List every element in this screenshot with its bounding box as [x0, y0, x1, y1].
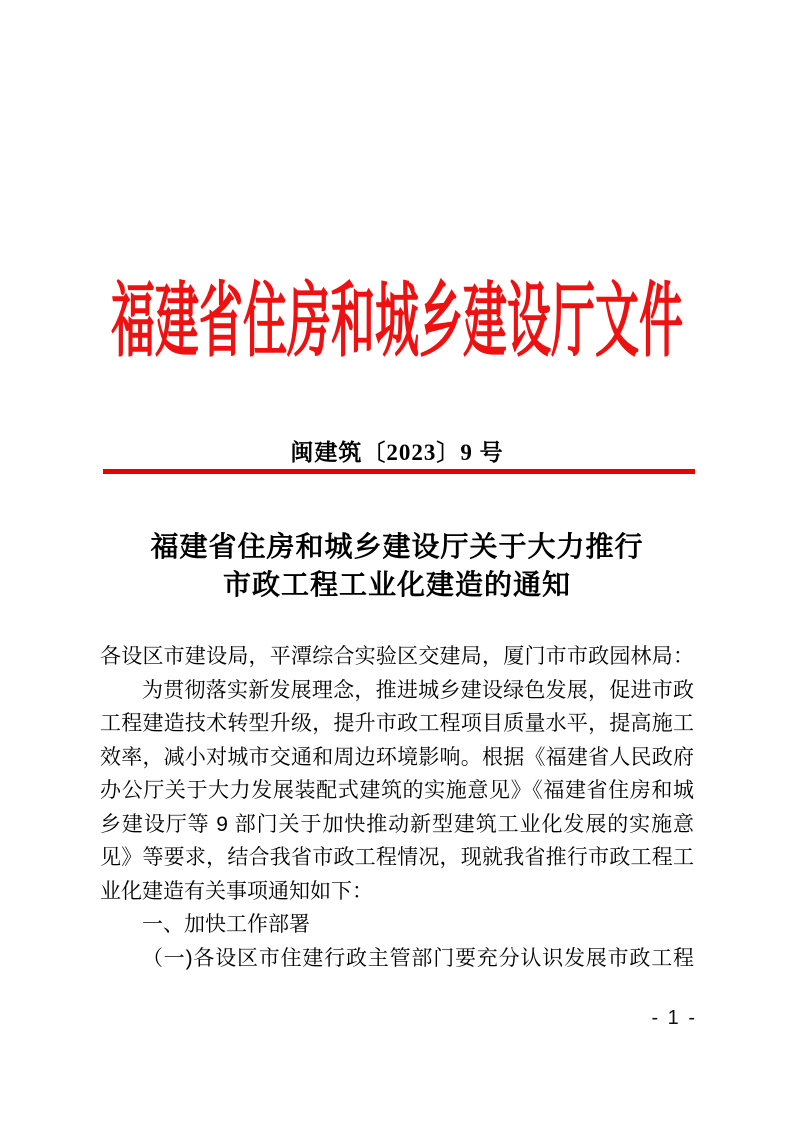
page-number: - 1 -	[651, 1007, 697, 1029]
body-line: 工程建造技术转型升级，提升市政工程项目质量水平，提高施工	[100, 712, 694, 735]
body-line: 为贯彻落实新发展理念，推进城乡建设绿色发展，促进市政	[142, 678, 694, 702]
body-line: 效率，减小对城市交通和周边环境影响。根据《福建省人民政府	[100, 745, 694, 769]
body-line: 见》等要求，结合我省市政工程情况，现就我省推行市政工程工	[100, 846, 694, 869]
letterhead-title: 福建省住房和城乡建设厅文件	[111, 276, 683, 368]
letterhead	[0, 276, 794, 368]
notice-title-line-1: 福建省住房和城乡建设厅关于大力推行	[150, 531, 644, 562]
notice-title-line-2: 市政工程工业化建造的通知	[222, 568, 571, 600]
body-line: 乡建设厅等 9 部门关于加快推动新型建筑工业化发展的实施意	[100, 812, 694, 836]
body-text	[100, 640, 694, 975]
notice-title	[0, 528, 794, 603]
body-line: 办公厅关于大力发展装配式建筑的实施意见》《福建省住房和城	[100, 779, 694, 802]
body-line: 业化建造有关事项通知如下：	[100, 879, 373, 903]
document-number: 闽建筑〔2023〕9 号	[290, 440, 504, 465]
body-line: （一)各设区市住建行政主管部门要充分认识发展市政工程	[142, 946, 694, 970]
red-divider-rule	[103, 469, 695, 474]
body-line-recipients: 各设区市建设局，平潭综合实验区交建局，厦门市市政园林局：	[100, 645, 694, 668]
section-heading: 一、加快工作部署	[142, 913, 310, 936]
